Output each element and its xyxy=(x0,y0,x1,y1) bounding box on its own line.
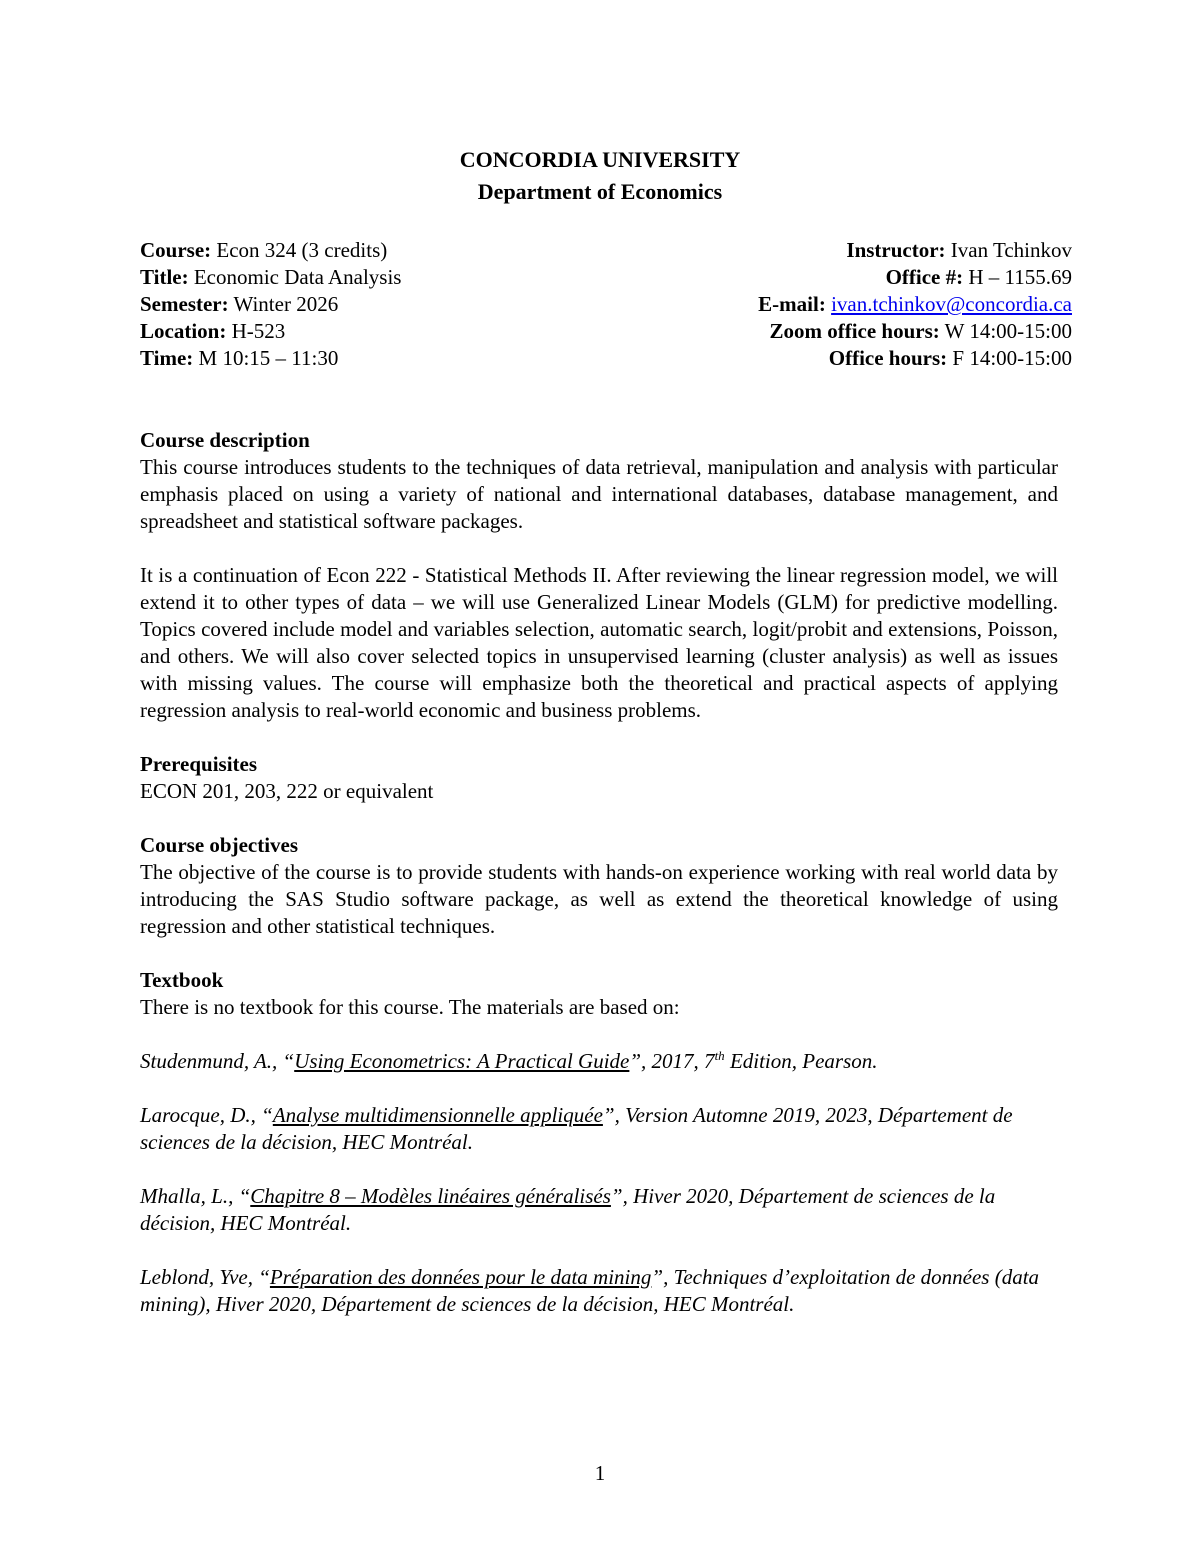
zoom-hours-field: Zoom office hours: W 14:00-15:00 xyxy=(769,319,1072,343)
document-header xyxy=(0,144,1200,208)
semester-field: Semester: Winter 2026 xyxy=(140,292,339,316)
location-field: Location: H-523 xyxy=(140,319,286,343)
email-field: E-mail: ivan.tchinkov@concordia.ca xyxy=(758,292,1072,316)
textbook-text: There is no textbook for this course. The materials are based on: xyxy=(140,995,680,1019)
info-row xyxy=(140,291,1072,318)
university-name: CONCORDIA UNIVERSITY xyxy=(459,147,741,172)
office-field: Office #: H – 1155.69 xyxy=(885,265,1072,289)
syllabus-content xyxy=(140,427,1058,1318)
page-number: 1 xyxy=(594,1461,606,1485)
description-paragraph: This course introduces students to the techniques of data retrieval, manipulation and analysis with particular emphasis placed on using a variety of national and international databases, database management, and spreadsheet and statistical software packages. xyxy=(140,455,1058,533)
reference-item: Mhalla, L., “Chapitre 8 – Modèles linéaires généralisés”, Hiver 2020, Département de sciences de la décision, HEC Montréal. xyxy=(140,1184,996,1235)
reference-item: Larocque, D., “Analyse multidimensionnelle appliquée”, Version Automne 2019, 2023, Département de sciences de la décision, HEC Montréal. xyxy=(140,1103,1013,1154)
info-row xyxy=(140,237,1072,264)
section-title: Textbook xyxy=(140,968,224,992)
reference-item: Studenmund, A., “Using Econometrics: A Practical Guide”, 2017, 7th Edition, Pearson. xyxy=(140,1048,878,1073)
department-name: Department of Economics xyxy=(477,179,723,204)
title-field: Title: Economic Data Analysis xyxy=(140,265,402,289)
email-link[interactable]: ivan.tchinkov@concordia.ca xyxy=(831,292,1072,316)
info-row xyxy=(140,318,1072,345)
course-info-block xyxy=(140,237,1072,372)
info-row xyxy=(140,345,1072,372)
description-paragraph: It is a continuation of Econ 222 - Statistical Methods II. After reviewing the linear regression model, we will extend it to other types of data – we will use Generalized Linear Models (GLM) for predictive modelling. Topics covered include model and variables selection, automatic search, logit/probit and extensions, Poisson, and others. We will also cover selected topics in unsupervised learning (cluster analysis) as well as issues with missing values. The course will emphasize both the theoretical and practical aspects of applying regression analysis to real-world economic and business problems. xyxy=(140,563,1058,722)
course-field: Course: Econ 324 (3 credits) xyxy=(140,238,388,262)
section-title: Prerequisites xyxy=(140,752,258,776)
time-field: Time: M 10:15 – 11:30 xyxy=(140,346,339,370)
section-title: Course objectives xyxy=(140,833,299,857)
objectives-paragraph: The objective of the course is to provide students with hands-on experience working with real world data by introducing the SAS Studio software package, as well as extend the theoretical knowledge of using regression and other statistical techniques. xyxy=(140,860,1058,938)
instructor-field: Instructor: Ivan Tchinkov xyxy=(846,238,1072,262)
section-title: Course description xyxy=(140,428,310,452)
reference-item: Leblond, Yve, “Préparation des données pour le data mining”, Techniques d’exploitation de données (data mining), Hiver 2020, Département de sciences de la décision, HEC Montréal. xyxy=(140,1265,1040,1316)
info-row xyxy=(140,264,1072,291)
prerequisites-text: ECON 201, 203, 222 or equivalent xyxy=(140,779,434,803)
office-hours-field: Office hours: F 14:00-15:00 xyxy=(828,346,1072,370)
